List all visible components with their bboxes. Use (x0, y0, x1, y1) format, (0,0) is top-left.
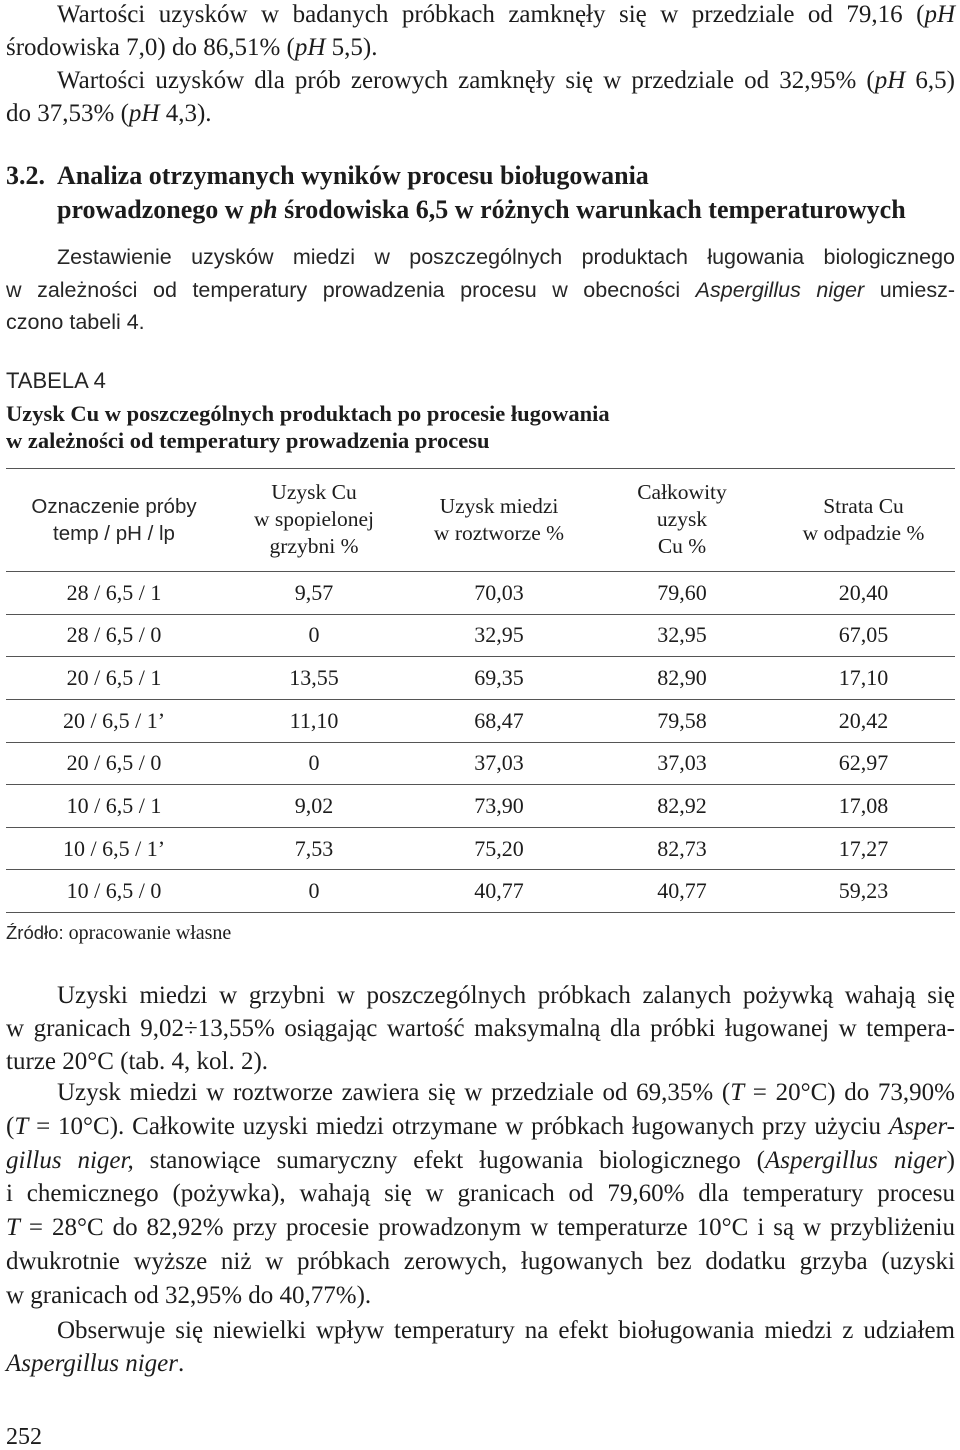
table-row (6, 700, 955, 743)
column-header-line: uzysk (656, 507, 708, 532)
table-cell: 37,03 (657, 750, 707, 776)
text-line (6, 1012, 955, 1045)
sample-id-cell: 28 / 6,5 / 0 (66, 622, 162, 648)
text-run: w granicach od 32,95% do 40,77%). (6, 1281, 372, 1309)
text-line (6, 31, 955, 64)
table-caption (6, 400, 955, 454)
italic-text: pH (924, 0, 955, 28)
column-header-line: w odpadzie % (802, 520, 925, 545)
discussion-paragraph (6, 979, 955, 1078)
italic-text: Aspergillus niger (6, 1349, 178, 1377)
sample-id-cell: 28 / 6,5 / 1 (66, 579, 162, 605)
text-line (6, 1347, 955, 1380)
sample-id-cell: 20 / 6,5 / 1 (66, 665, 162, 691)
column-header-line: Oznaczenie próby (31, 494, 197, 518)
table-row (6, 785, 955, 828)
column-header-line: temp / pH / lp (53, 521, 175, 545)
text-line (6, 274, 955, 307)
text-line (57, 193, 955, 227)
source-label: Źródło: (6, 922, 64, 943)
table-cell: 68,47 (474, 707, 524, 733)
column-header (6, 469, 222, 572)
text-line (6, 64, 955, 97)
text-run: Uzyski miedzi w grzybni w poszczególnych próbkach zalanych pożywką wahają się (57, 981, 955, 1009)
text-line (6, 1076, 955, 1110)
column-header (772, 469, 955, 572)
text-line (6, 0, 955, 31)
table-label: TABELA 4 (6, 368, 106, 393)
text-run: Wartości uzysków dla prób zerowych zamknęły się w przedziale od 32,95% ( (57, 66, 875, 94)
text-run: środowiska 7,0) do 86,51% ( (6, 33, 295, 61)
table-cell: 0 (308, 878, 320, 904)
discussion-paragraph (6, 1076, 955, 1313)
table-cell: 7,53 (294, 835, 334, 861)
italic-text: pH (128, 99, 160, 127)
section-number: 3.2. (6, 161, 45, 190)
italic-text: pH (874, 66, 906, 94)
discussion-paragraph (6, 1314, 955, 1380)
italic-text: T (6, 1214, 20, 1242)
italic-text: gillus niger, (6, 1146, 134, 1174)
text-run: Zestawienie uzysków miedzi w poszczególnych produktach ługowania biologicznego (57, 245, 955, 269)
sample-id-cell: 10 / 6,5 / 1’ (62, 835, 166, 861)
text-run: = 20°C) do 73,90% (744, 1079, 955, 1106)
table-cell: 0 (308, 622, 320, 648)
text-line (6, 241, 955, 274)
text-run: prowadzonego w (57, 195, 251, 224)
table-cell: 11,10 (289, 707, 339, 733)
table-cell: 37,03 (474, 750, 524, 776)
italic-text: Asper- (888, 1112, 955, 1140)
section-title (57, 159, 955, 227)
column-header-line: Uzysk Cu (271, 480, 357, 505)
table-cell: 9,02 (294, 792, 334, 818)
text-line (6, 1211, 955, 1245)
text-run: 4,3). (159, 99, 212, 127)
table-cell: 20,42 (838, 707, 889, 733)
column-header (222, 469, 406, 572)
table-cell: 20,40 (838, 579, 889, 605)
italic-text: T (14, 1112, 29, 1140)
text-line (57, 159, 955, 193)
table-row (6, 572, 955, 615)
table-cell: 75,20 (474, 835, 524, 861)
table-cell: 40,77 (657, 878, 707, 904)
table-header-row (6, 468, 955, 573)
table-caption-line: Uzysk Cu w poszczególnych produktach po procesie ługowania (6, 400, 610, 426)
text-line (6, 1279, 955, 1313)
table-cell: 0 (308, 750, 320, 776)
lead-paragraph (6, 241, 955, 339)
text-run: w zależności od temperatury prowadzenia procesu w obecności (6, 277, 696, 302)
text-run: dwukrotnie wyższe niż w próbkach zerowych, ługowanych bez dodatku grzyba (uzyski (6, 1247, 955, 1275)
section-heading (6, 159, 955, 227)
table-cell: 62,97 (838, 750, 889, 776)
table-row (6, 743, 955, 786)
text-run: w granicach 9,02÷13,55% osiągając wartość maksymalną dla próbki ługowanej w tempera- (6, 1014, 955, 1042)
text-run: 5,5). (325, 33, 378, 61)
table-cell: 67,05 (838, 622, 889, 648)
text-line (6, 1144, 955, 1178)
table-cell: 82,90 (657, 665, 707, 691)
text-run: Wartości uzysków w badanych próbkach zamknęły się w przedziale od 79,16 ( (57, 0, 925, 28)
table-row (6, 828, 955, 871)
text-run: Obserwuje się niewielki wpływ temperatury na efekt bioługowania miedzi z udziałem (57, 1316, 955, 1344)
italic-text: Aspergillus niger (695, 277, 865, 302)
text-run: ( (6, 1112, 15, 1140)
source-note (6, 920, 955, 946)
sample-id-cell: 10 / 6,5 / 0 (66, 878, 162, 904)
table-cell: 32,95 (657, 622, 707, 648)
column-header (406, 469, 592, 572)
italic-text: ph (250, 195, 278, 224)
table-cell: 82,92 (657, 792, 707, 818)
text-line (6, 1314, 955, 1347)
table-cell: 17,10 (838, 665, 889, 691)
table-cell: 13,55 (289, 665, 339, 691)
table-cell: 17,08 (838, 792, 889, 818)
text-run: turze 20°C (tab. 4, kol. 2). (6, 1047, 269, 1075)
text-line (6, 1110, 955, 1144)
text-run: umiesz- (864, 277, 955, 302)
text-line (6, 1045, 955, 1078)
italic-text: pH (294, 33, 326, 61)
table-cell: 9,57 (294, 579, 334, 605)
column-header-line: Całkowity (637, 480, 727, 505)
column-header (592, 469, 772, 572)
table-cell: 82,73 (657, 835, 707, 861)
table-cell: 40,77 (474, 878, 524, 904)
table-row (6, 615, 955, 658)
table-cell: 70,03 (474, 579, 524, 605)
column-header-line: w spopielonej (253, 507, 375, 532)
sample-id-cell: 20 / 6,5 / 1’ (62, 707, 166, 733)
text-run: środowiska 6,5 w różnych warunkach temperaturowych (277, 195, 906, 224)
italic-text: Aspergillus niger (765, 1146, 947, 1174)
data-table (6, 468, 955, 914)
sample-id-cell: 10 / 6,5 / 1 (66, 792, 162, 818)
table-cell: 59,23 (838, 878, 889, 904)
text-line (6, 1245, 955, 1279)
text-line (6, 979, 955, 1012)
column-header-line: w roztworze % (433, 520, 565, 545)
text-run: 6,5) (905, 66, 955, 94)
intro-paragraph (6, 64, 955, 130)
italic-text: T (730, 1079, 745, 1106)
table-row (6, 870, 955, 913)
table-cell: 79,60 (657, 579, 707, 605)
table-cell: 69,35 (474, 665, 524, 691)
text-line (6, 306, 955, 339)
column-header-line: grzybni % (269, 534, 359, 559)
text-run: Uzysk miedzi w roztworze zawiera się w przedziale od 69,35% ( (57, 1079, 731, 1106)
text-run: ) (946, 1146, 955, 1174)
text-line (6, 1177, 955, 1211)
table-cell: 32,95 (474, 622, 524, 648)
text-run: stanowiące sumaryczny efekt ługowania biologicznego ( (133, 1146, 766, 1174)
source-text: opracowanie własne (68, 922, 232, 944)
table-cell: 73,90 (474, 792, 524, 818)
text-run: = 10°C). Całkowite uzyski miedzi otrzymane w próbkach ługowanych przy użyciu (28, 1112, 889, 1140)
table-row (6, 657, 955, 700)
column-header-line: Strata Cu (823, 493, 904, 518)
text-run: czono tabeli 4. (6, 310, 145, 334)
page-number: 252 (6, 1424, 42, 1450)
column-header-line: Cu % (657, 534, 707, 559)
text-run: = 28°C do 82,92% przy procesie prowadzonym w temperaturze 10°C i są w przybliżeniu (19, 1214, 955, 1242)
column-header-line: Uzysk miedzi (439, 493, 559, 518)
table-body (6, 572, 955, 913)
text-line (6, 97, 955, 130)
table-cell: 79,58 (657, 707, 707, 733)
table-caption-line: w zależności od temperatury prowadzenia procesu (6, 427, 490, 453)
text-run: i chemicznego (pożywka), wahają się w granicach od 79,60% dla temperatury procesu (6, 1180, 955, 1208)
intro-paragraph (6, 0, 955, 64)
text-run: do 37,53% ( (6, 99, 129, 127)
sample-id-cell: 20 / 6,5 / 0 (66, 750, 162, 776)
text-run: . (178, 1349, 185, 1377)
table-cell: 17,27 (838, 835, 889, 861)
text-run: Analiza otrzymanych wyników procesu bioługowania (57, 161, 649, 190)
